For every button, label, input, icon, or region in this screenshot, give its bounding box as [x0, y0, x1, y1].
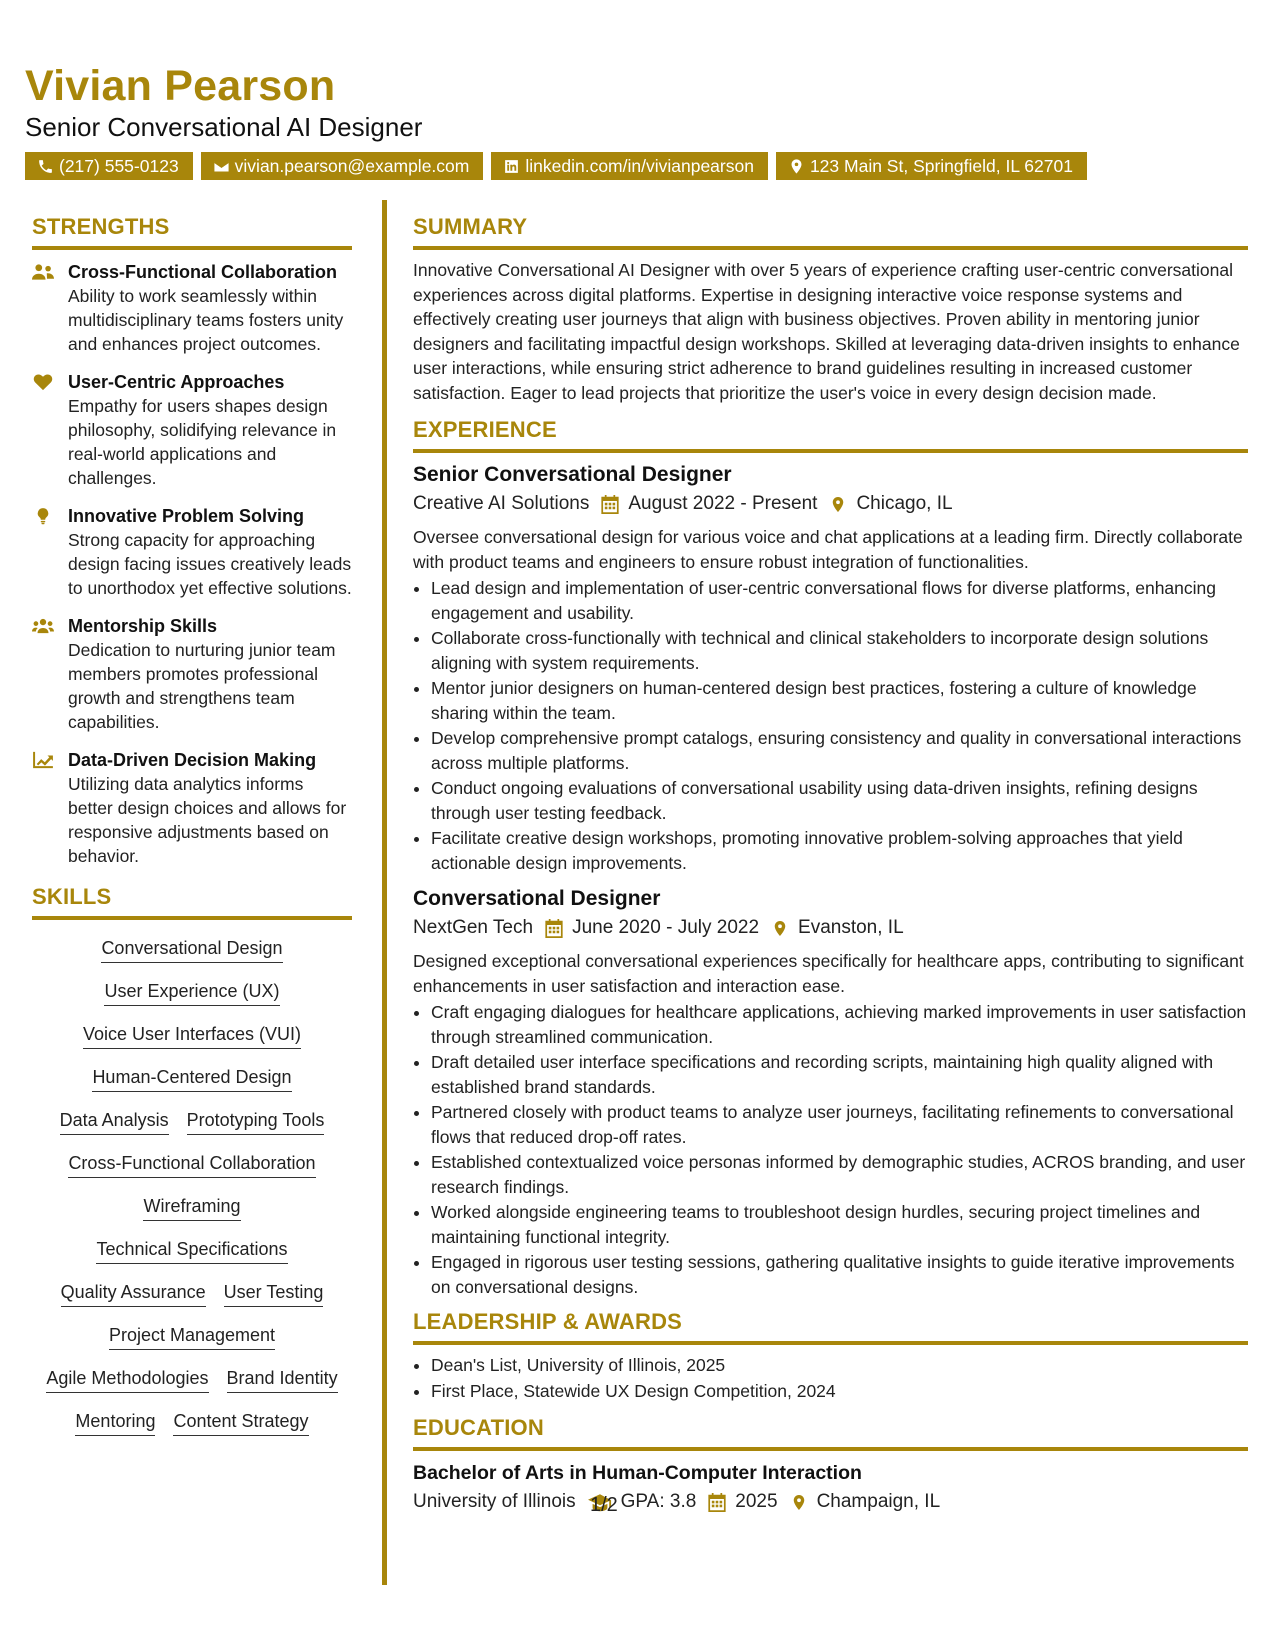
skill-tag: Technical Specifications	[96, 1237, 287, 1264]
skill-tag: Agile Methodologies	[46, 1366, 208, 1393]
strength-title: User-Centric Approaches	[68, 372, 285, 392]
skill-tag: Wireframing	[143, 1194, 240, 1221]
job-dates: June 2020 - July 2022	[572, 917, 760, 938]
job-bullet: • Develop comprehensive prompt catalogs, ensuring consistency and quality in conversational interactions across multiple platforms.	[431, 726, 1248, 775]
contact-bar	[25, 152, 1087, 180]
job-bullet: • Draft detailed user interface specifications and recording scripts, maintaining high quality aligned with established brand standards.	[431, 1050, 1248, 1099]
strength-desc: Empathy for users shapes design philosophy, solidifying relevance in real-world applications and challenges.	[68, 396, 337, 488]
job-bullets	[413, 1000, 1248, 1299]
job-bullet: • Worked alongside engineering teams to troubleshoot design hurdles, securing project timelines and maintaining functional integrity.	[431, 1200, 1248, 1249]
job-bullet: • Partnered closely with product teams to analyze user journeys, facilitating refinements to conversational flows that reduced drop-off rates.	[431, 1100, 1248, 1149]
candidate-title: Senior Conversational AI Designer	[25, 112, 423, 142]
skill-row	[32, 1194, 352, 1221]
skill-tag: Voice User Interfaces (VUI)	[83, 1022, 301, 1049]
location-icon	[829, 495, 847, 514]
job-entry	[413, 885, 1248, 1299]
education-degree: Bachelor of Arts in Human-Computer Interaction	[413, 1462, 862, 1484]
contact-phone-text: (217) 555-0123	[59, 156, 179, 176]
job-description: Oversee conversational design for various voice and chat applications at a leading firm. Directly collaborate with product teams and engineers to ensure robust integration of functionalities.	[413, 527, 1243, 572]
skills-section	[32, 884, 352, 1436]
job-bullet: • Established contextualized voice personas informed by demographic studies, ACROS branding, and user research findings.	[431, 1150, 1248, 1199]
job-location: Chicago, IL	[856, 493, 953, 514]
skill-tag: User Experience (UX)	[104, 979, 279, 1006]
strength-title: Innovative Problem Solving	[68, 506, 305, 526]
awards-heading: LEADERSHIP & AWARDS	[413, 1309, 1248, 1345]
strength-desc: Utilizing data analytics informs better design choices and allows for responsive adjustments based on behavior.	[68, 774, 347, 866]
strength-item	[32, 260, 352, 356]
strength-desc: Ability to work seamlessly within multidisciplinary teams fosters unity and enhances project outcomes.	[68, 286, 344, 354]
job-entry	[413, 461, 1248, 875]
right-column	[413, 214, 1248, 1523]
job-meta	[413, 913, 1248, 943]
skill-row	[32, 1108, 352, 1135]
strength-item	[32, 748, 352, 868]
skill-tag: Conversational Design	[101, 936, 282, 963]
strength-item	[32, 504, 352, 600]
experience-heading: EXPERIENCE	[413, 417, 1248, 453]
candidate-name: Vivian Pearson	[25, 62, 336, 110]
calendar-icon	[708, 1493, 726, 1512]
skill-row	[32, 1323, 352, 1350]
location-icon	[788, 158, 805, 175]
skill-row	[32, 1237, 352, 1264]
education-heading: EDUCATION	[413, 1415, 1248, 1451]
strength-title: Mentorship Skills	[68, 616, 218, 636]
summary-heading: SUMMARY	[413, 214, 1248, 250]
strengths-heading: STRENGTHS	[32, 214, 352, 250]
contact-linkedin-text: linkedin.com/in/vivianpearson	[525, 156, 754, 176]
skill-tag: Cross-Functional Collaboration	[68, 1151, 315, 1178]
location-icon	[771, 919, 789, 938]
job-meta	[413, 489, 1248, 519]
job-title: Conversational Designer	[413, 887, 661, 910]
summary-text: Innovative Conversational AI Designer with over 5 years of experience crafting user-centric conversational experiences across digital platforms. Expertise in designing interactive voice response systems and effectively creating user journeys that align with business objectives. Proven ability in mentoring junior designers and facilitating impactful design workshops. Skilled at leveraging data-driven insights to enhance user interactions, while ensuring strict adherence to brand guidelines resulting in increased customer satisfaction. Eager to lead projects that prioritize the user's voice in every design decision made.	[413, 260, 1240, 403]
skill-tag: Brand Identity	[227, 1366, 338, 1393]
education-school: University of Illinois	[413, 1491, 576, 1512]
skill-row	[32, 1409, 352, 1436]
skill-row	[32, 979, 352, 1006]
strength-desc: Strong capacity for approaching design facing issues creatively leads to unorthodox yet effective solutions.	[68, 530, 352, 598]
skill-row	[32, 936, 352, 963]
award-item: • First Place, Statewide UX Design Competition, 2024	[431, 1379, 1248, 1404]
strength-title: Cross-Functional Collaboration	[68, 262, 338, 282]
job-bullet: • Collaborate cross-functionally with technical and clinical stakeholders to incorporate design solutions aligning with system requirements.	[431, 626, 1248, 675]
job-bullets	[413, 576, 1248, 875]
job-title: Senior Conversational Designer	[413, 463, 732, 486]
skill-tag: Prototyping Tools	[187, 1108, 325, 1135]
page-number: 1/2	[590, 1494, 618, 1516]
job-dates: August 2022 - Present	[628, 493, 818, 514]
education-meta	[413, 1487, 1248, 1517]
job-location: Evanston, IL	[798, 917, 904, 938]
skill-row	[32, 1022, 352, 1049]
skills-heading: SKILLS	[32, 884, 352, 920]
job-bullet: • Mentor junior designers on human-centered design best practices, fostering a culture of knowledge sharing within the team.	[431, 676, 1248, 725]
skill-tag: Quality Assurance	[61, 1280, 206, 1307]
skill-row	[32, 1366, 352, 1393]
chart-line-icon	[32, 751, 54, 769]
strength-item	[32, 370, 352, 490]
skill-tag: Content Strategy	[173, 1409, 308, 1436]
left-column	[32, 214, 352, 1452]
award-item: • Dean's List, University of Illinois, 2025	[431, 1353, 1248, 1378]
job-description: Designed exceptional conversational experiences specifically for healthcare apps, contributing to significant enhancements in user satisfaction and interaction ease.	[413, 951, 1244, 996]
job-bullet: • Craft engaging dialogues for healthcare applications, achieving marked improvements in user satisfaction through streamlined communication.	[431, 1000, 1248, 1049]
education-gpa: GPA: 3.8	[620, 1491, 697, 1512]
heart-icon	[32, 373, 54, 391]
contact-address-text: 123 Main St, Springfield, IL 62701	[809, 156, 1073, 176]
job-bullet: • Engaged in rigorous user testing sessions, gathering qualitative insights to guide iterative improvements on conversational designs.	[431, 1250, 1248, 1299]
calendar-icon	[545, 919, 563, 938]
education-location: Champaign, IL	[816, 1491, 941, 1512]
contact-email-text: vivian.pearson@example.com	[234, 156, 470, 176]
strength-title: Data-Driven Decision Making	[68, 750, 317, 770]
phone-icon	[37, 158, 54, 175]
job-company: Creative AI Solutions	[413, 493, 590, 514]
strength-item	[32, 614, 352, 734]
job-bullet: • Conduct ongoing evaluations of conversational usability using data-driven insights, refining designs through user testing feedback.	[431, 776, 1248, 825]
skill-row	[32, 1280, 352, 1307]
skill-tag: Human-Centered Design	[92, 1065, 291, 1092]
job-bullet: • Lead design and implementation of user-centric conversational flows for diverse platforms, enhancing engagement and usability.	[431, 576, 1248, 625]
skill-tag: Project Management	[109, 1323, 275, 1350]
location-icon	[790, 1493, 808, 1512]
job-bullet: • Facilitate creative design workshops, promoting innovative problem-solving approaches that yield actionable design improvements.	[431, 826, 1248, 875]
contact-address[interactable]	[776, 152, 1087, 180]
email-icon	[213, 158, 230, 175]
contact-email[interactable]	[201, 152, 484, 180]
team-icon	[32, 617, 54, 635]
users-icon	[32, 263, 54, 281]
column-divider	[382, 200, 387, 1585]
lightbulb-icon	[32, 507, 54, 525]
education-year: 2025	[735, 1491, 778, 1512]
skill-tag: Data Analysis	[60, 1108, 169, 1135]
contact-phone[interactable]	[25, 152, 193, 180]
skill-tag: User Testing	[224, 1280, 324, 1307]
job-company: NextGen Tech	[413, 917, 534, 938]
skill-row	[32, 1065, 352, 1092]
calendar-icon	[601, 495, 619, 514]
strength-desc: Dedication to nurturing junior team members promotes professional growth and strengthens team capabilities.	[68, 640, 336, 732]
contact-linkedin[interactable]	[491, 152, 768, 180]
linkedin-icon	[503, 158, 520, 175]
skill-tag: Mentoring	[75, 1409, 155, 1436]
skill-row	[32, 1151, 352, 1178]
awards-list	[413, 1353, 1248, 1403]
